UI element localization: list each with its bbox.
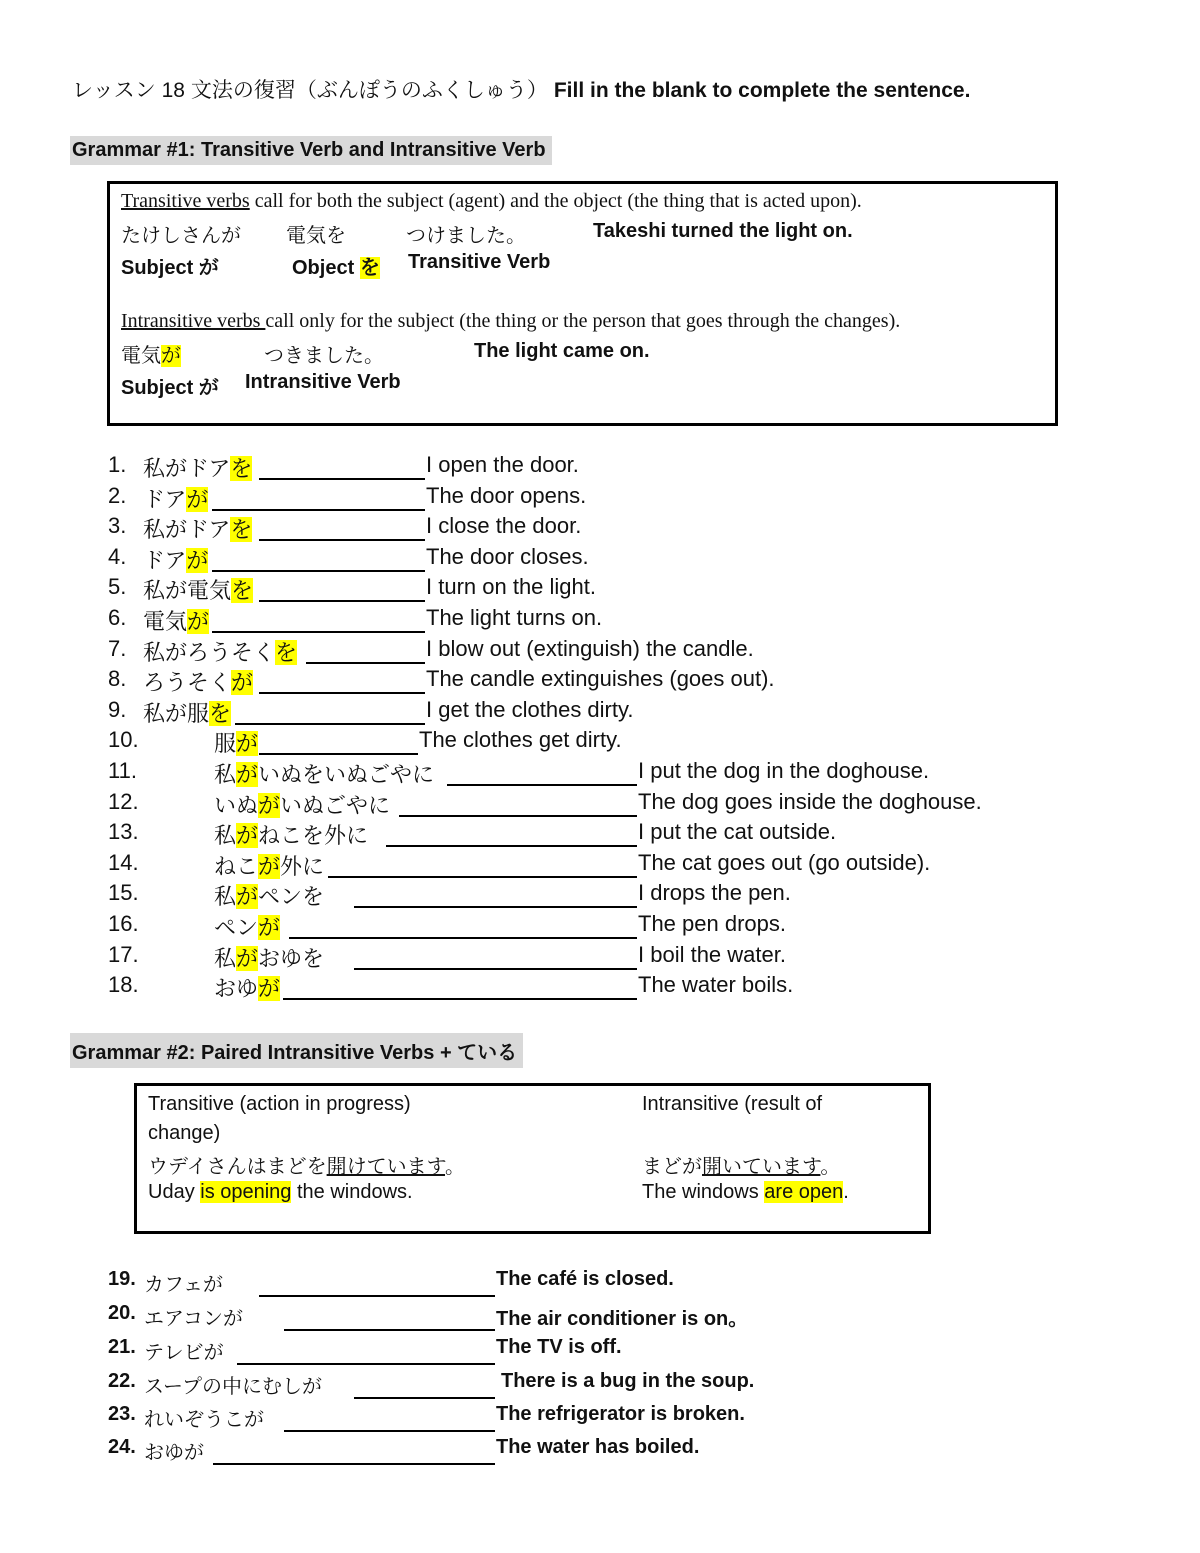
exercise-item	[0, 697, 1200, 727]
g2-left-en-pre: Uday	[148, 1181, 201, 1203]
item-english: The dog goes inside the doghouse.	[638, 788, 982, 814]
item-japanese-pre: 私がドア	[143, 517, 231, 543]
exercise-item	[0, 483, 1200, 513]
item-japanese-pre: ペン	[214, 915, 259, 940]
item-japanese: れいぞうこが	[144, 1409, 264, 1431]
item-japanese-pre: ねこ	[214, 853, 259, 879]
label-object	[292, 251, 380, 280]
item-japanese: スープの中にむしが	[144, 1376, 322, 1398]
item-number: 4.	[108, 543, 127, 569]
item-particle: が	[258, 792, 281, 818]
item-japanese	[143, 574, 253, 605]
item-japanese	[143, 452, 252, 483]
item-japanese-pre: 私	[214, 823, 237, 849]
ex1-subject: たけしさんが	[121, 225, 241, 247]
item-japanese-post: いぬをいぬごやに	[258, 762, 435, 787]
page-title	[72, 74, 970, 104]
item-number: 21.	[108, 1336, 136, 1358]
item-japanese-pre: ろうそく	[143, 670, 232, 696]
item-english: The café is closed.	[496, 1268, 674, 1290]
item-english: I blow out (extinguish) the candle.	[426, 635, 754, 661]
item-number: 19.	[108, 1268, 136, 1290]
item-japanese-pre: 私がドア	[143, 456, 231, 481]
item-number: 12.	[108, 788, 139, 814]
item-number: 15.	[108, 880, 139, 906]
item-number: 22.	[108, 1370, 136, 1392]
g2-left-en-highlight: is opening	[200, 1181, 292, 1203]
grammar1-heading: Grammar #1: Transitive Verb and Intransitive Verb	[70, 136, 552, 165]
item-number: 18.	[108, 972, 139, 998]
exercise-item	[0, 972, 1200, 1002]
item-particle: が	[258, 976, 281, 1002]
g2-left-en-post: the windows.	[291, 1181, 413, 1203]
label-transitive-verb: Transitive Verb	[408, 251, 551, 273]
item-number: 7.	[108, 635, 127, 661]
item-number: 14.	[108, 849, 139, 875]
item-english: The water has boiled.	[496, 1436, 700, 1458]
item-japanese	[214, 972, 280, 1003]
g2-right-example-jp	[642, 1150, 840, 1179]
answer-blank[interactable]	[212, 509, 425, 511]
answer-blank[interactable]	[289, 937, 637, 939]
g2-left-example-jp	[148, 1150, 465, 1179]
exercise-item	[0, 1403, 1200, 1435]
item-particle: が	[236, 731, 259, 757]
item-english: The water boils.	[638, 972, 794, 998]
item-particle: が	[236, 884, 259, 910]
exercise-item	[0, 911, 1200, 941]
answer-blank[interactable]	[212, 631, 425, 633]
item-japanese-pre: 私が服	[143, 700, 210, 726]
exercise-item	[0, 574, 1200, 604]
item-japanese-pre: 私	[214, 884, 237, 910]
item-japanese-pre: 電気	[143, 609, 188, 634]
item-number: 10.	[108, 727, 139, 753]
exercise-item	[0, 819, 1200, 849]
item-english: The refrigerator is broken.	[496, 1403, 745, 1425]
item-japanese	[143, 483, 208, 514]
item-japanese-pre: ドア	[143, 486, 187, 512]
item-number: 17.	[108, 941, 139, 967]
item-english: I boil the water.	[638, 941, 786, 967]
item-english: The clothes get dirty.	[419, 727, 622, 753]
item-japanese-pre: ドア	[143, 547, 187, 573]
intransitive-term: Intransitive verbs	[121, 310, 266, 332]
item-japanese: カフェが	[144, 1274, 223, 1296]
answer-blank[interactable]	[283, 998, 637, 1000]
label2-intransitive-verb: Intransitive Verb	[245, 371, 401, 393]
item-japanese-post: ペンを	[258, 884, 325, 910]
item-japanese-pre: 私	[214, 945, 237, 971]
item-particle: が	[236, 945, 259, 971]
exercise-item	[0, 1268, 1200, 1300]
exercise-item	[0, 880, 1200, 910]
item-particle: が	[258, 915, 281, 940]
item-english: There is a bug in the soup.	[501, 1370, 755, 1392]
item-japanese-pre: いぬ	[214, 792, 259, 818]
item-english: The pen drops.	[638, 911, 786, 936]
item-japanese	[143, 666, 253, 697]
item-japanese-post: ねこを外に	[258, 823, 369, 849]
g2-left-jp-verb: 開けています	[326, 1156, 446, 1178]
answer-blank[interactable]	[259, 478, 425, 480]
item-english: The light turns on.	[426, 605, 603, 630]
item-particle: を	[230, 456, 253, 481]
item-particle: を	[230, 517, 253, 543]
answer-blank[interactable]	[447, 784, 637, 786]
item-number: 5.	[108, 574, 127, 600]
item-number: 2.	[108, 482, 127, 508]
item-particle: が	[231, 670, 254, 696]
title-instructions: Fill in the blank to complete the sentence.	[553, 79, 971, 102]
ex2-subject	[121, 339, 181, 368]
item-japanese	[214, 850, 324, 881]
g2-right-jp-post: 。	[820, 1156, 841, 1178]
item-japanese	[143, 544, 208, 575]
item-japanese	[143, 697, 231, 728]
exercise-item	[0, 452, 1200, 482]
item-number: 6.	[108, 605, 127, 630]
answer-blank[interactable]	[354, 1397, 495, 1399]
item-japanese-post: 外に	[280, 853, 325, 879]
intransitive-description: call only for the subject (the thing or the person that goes through the changes).	[265, 310, 901, 332]
g2-right-jp-verb: 開いています	[702, 1156, 821, 1178]
g2-left-jp-pre: ウデイさんはまどを	[148, 1156, 327, 1178]
item-english: I get the clothes dirty.	[426, 696, 634, 722]
exercise-item	[0, 1336, 1200, 1368]
item-english: I open the door.	[426, 452, 579, 477]
item-japanese: エアコンが	[144, 1308, 243, 1330]
exercise-item	[0, 1370, 1200, 1402]
exercise-item	[0, 789, 1200, 819]
answer-blank[interactable]	[399, 815, 637, 817]
item-number: 24.	[108, 1436, 136, 1458]
exercise-item	[0, 727, 1200, 757]
intransitive-definition	[121, 310, 900, 333]
item-japanese: テレビが	[144, 1342, 224, 1364]
item-english: I put the dog in the doghouse.	[638, 758, 930, 783]
label-object-particle: を	[359, 257, 380, 279]
label-subject: Subject が	[121, 257, 219, 279]
answer-blank[interactable]	[212, 570, 425, 572]
item-english: I close the door.	[426, 513, 582, 539]
exercise-item	[0, 758, 1200, 788]
item-number: 16.	[108, 911, 139, 936]
g2-right-en-pre: The windows	[642, 1181, 765, 1203]
item-number: 1.	[108, 452, 127, 477]
transitive-definition	[121, 190, 862, 213]
item-english: The door closes.	[426, 543, 589, 569]
g2-right-example-en	[642, 1181, 849, 1204]
item-particle: が	[187, 609, 210, 634]
item-english: The TV is off.	[496, 1336, 622, 1358]
item-english: I put the cat outside.	[638, 819, 837, 845]
item-english: I drops the pen.	[638, 880, 791, 906]
answer-blank[interactable]	[259, 600, 425, 602]
answer-blank[interactable]	[284, 1329, 495, 1331]
item-particle: が	[236, 762, 259, 787]
item-japanese	[214, 727, 258, 758]
answer-blank[interactable]	[386, 845, 637, 847]
item-japanese	[214, 819, 368, 850]
item-number: 3.	[108, 513, 127, 539]
exercise-item	[0, 513, 1200, 543]
g2-left-example-en	[148, 1181, 413, 1204]
item-number: 13.	[108, 819, 139, 845]
transitive-description: call for both the subject (agent) and the object (the thing that is acted upon).	[249, 190, 862, 212]
exercise-item	[0, 942, 1200, 972]
exercise-item	[0, 544, 1200, 574]
answer-blank[interactable]	[259, 539, 425, 541]
exercise-item	[0, 1302, 1200, 1334]
item-english: I turn on the light.	[426, 574, 596, 600]
g2-right-en-post: .	[843, 1181, 849, 1203]
item-particle: が	[186, 547, 209, 573]
ex2-verb: つきました。	[264, 345, 384, 367]
item-japanese-pre: 私がろうそく	[143, 639, 276, 665]
item-particle: を	[231, 578, 254, 604]
answer-blank[interactable]	[235, 723, 425, 725]
item-number: 11.	[108, 758, 137, 783]
g2-left-heading-2: change)	[148, 1122, 221, 1144]
item-japanese-pre: 私	[214, 762, 237, 787]
ex2-particle: が	[161, 345, 181, 367]
item-japanese-pre: 服	[214, 731, 237, 757]
ex1-verb: つけました。	[406, 225, 526, 247]
answer-blank[interactable]	[237, 1363, 495, 1365]
answer-blank[interactable]	[259, 1295, 495, 1297]
item-english: The air conditioner is on。	[496, 1308, 749, 1330]
g2-right-heading: Intransitive (result of	[642, 1093, 823, 1115]
item-japanese	[214, 942, 324, 973]
ex1-english: Takeshi turned the light on.	[593, 220, 853, 242]
item-particle: を	[275, 639, 298, 665]
label-object-text: Object	[292, 257, 355, 279]
item-english: The candle extinguishes (goes out).	[426, 666, 775, 692]
answer-blank[interactable]	[259, 753, 418, 755]
item-japanese	[214, 880, 324, 911]
item-japanese	[143, 636, 297, 667]
exercise-item	[0, 636, 1200, 666]
answer-blank[interactable]	[306, 662, 425, 664]
answer-blank[interactable]	[354, 906, 637, 908]
ex2-subject-text: 電気	[121, 345, 161, 367]
item-number: 20.	[108, 1302, 136, 1324]
item-japanese: おゆが	[144, 1442, 204, 1464]
item-particle: が	[236, 823, 259, 849]
g2-right-jp-pre: まどが	[642, 1156, 702, 1178]
answer-blank[interactable]	[259, 692, 425, 694]
item-japanese	[143, 513, 252, 544]
g2-right-en-highlight: are open	[764, 1181, 844, 1203]
answer-blank[interactable]	[354, 968, 637, 970]
exercise-item	[0, 666, 1200, 696]
ex1-object: 電気を	[286, 225, 346, 247]
exercise-item	[0, 1436, 1200, 1468]
item-number: 9.	[108, 696, 127, 722]
transitive-example-jp	[121, 219, 241, 248]
item-number: 23.	[108, 1403, 136, 1425]
item-japanese-post: おゆを	[258, 945, 325, 971]
answer-blank[interactable]	[213, 1463, 495, 1465]
item-japanese	[214, 758, 434, 789]
answer-blank[interactable]	[284, 1430, 495, 1432]
grammar2-heading: Grammar #2: Paired Intransitive Verbs + ている	[70, 1033, 523, 1068]
g2-left-heading-1: Transitive (action in progress)	[148, 1093, 411, 1115]
transitive-term: Transitive verbs	[121, 190, 250, 212]
item-english: The door opens.	[426, 482, 587, 508]
item-japanese	[214, 789, 390, 820]
item-japanese-post: いぬごやに	[280, 792, 391, 818]
exercise-item	[0, 850, 1200, 880]
item-japanese-pre: 私が電気	[143, 578, 232, 604]
item-particle: を	[209, 700, 232, 726]
item-english: The cat goes out (go outside).	[638, 849, 931, 875]
answer-blank[interactable]	[328, 876, 637, 878]
item-particle: が	[186, 486, 209, 512]
item-japanese	[143, 605, 209, 636]
item-japanese-pre: おゆ	[214, 976, 259, 1002]
label2-subject: Subject が	[121, 377, 219, 399]
g2-left-jp-post: 。	[445, 1156, 466, 1178]
exercise-item	[0, 605, 1200, 635]
title-japanese: レッスン 18 文法の復習（ぶんぽうのふくしゅう）	[72, 79, 548, 102]
item-number: 8.	[108, 666, 127, 692]
item-japanese	[214, 911, 280, 942]
ex2-english: The light came on.	[474, 340, 650, 362]
item-particle: が	[258, 853, 281, 879]
